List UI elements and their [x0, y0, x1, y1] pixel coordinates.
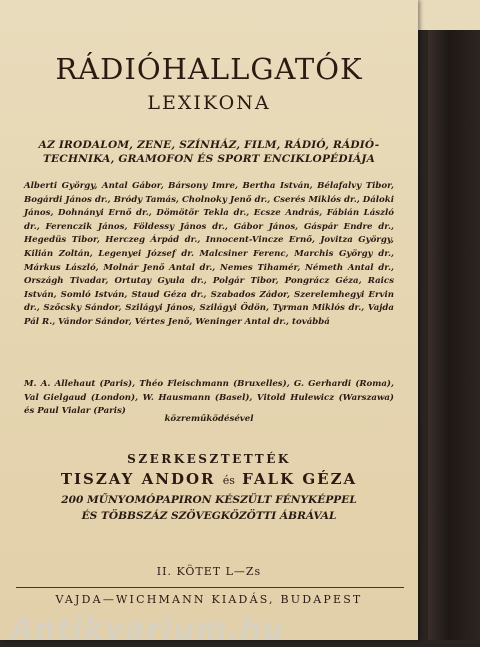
encyclopedia-description	[24, 138, 394, 166]
editor-name-2: FALK GÉZA	[242, 470, 358, 488]
contributors-hungarian: Alberti György, Antal Gábor, Bársony Imre, Bertha István, Bélafalvy Tibor, Bogárdi János dr., Bródy Tamás, Cholnoky Jenő dr., Cserés Miklós dr., Dáloki János, Dohnányi Ernő dr., Dömötör Tekla dr., Ecsze András, Fábián László dr., Ferenczik János, Földessy János dr., Gábor János, Gáspár Endre dr., Hegedüs Tibor, Herczeg Árpád dr., Innocent-Vincze Ernő, Jovitza György, Kilián Zoltán, Legenyei József dr. Malcsiner Ferenc, Marchis György dr., Márkus László, Molnár Jenő Antal dr., Nemes Tihamér, Németh Antal dr., Országh Tivadar, Ortutay Gyula dr., Polgár Tibor, Pongrácz Géza, Raics István, Somló István, Staud Géza dr., Szabados Zádor, Szerelemhegyi Ervin dr., Szőcsky Sándor, Szilágyi János, Szilágyi Ödön, Tyrman Miklós dr., Vajda Pál R., Vándor Sándor, Vértes Jenő, Weninger Antal dr., továbbá	[24, 181, 394, 327]
illustrations-line-1: 200 MŰNYOMÓPAPIRON KÉSZÜLT FÉNYKÉPPEL	[61, 494, 357, 506]
edited-by-label: SZERKESZTETTÉK	[127, 452, 291, 466]
book-cover-edge	[428, 30, 480, 640]
publisher-line: VAJDA—WICHMANN KIADÁS, BUDAPEST	[55, 593, 363, 606]
divider-rule	[16, 587, 404, 588]
collaboration-note: közreműködésével	[164, 414, 254, 424]
editors-line	[0, 470, 418, 488]
encyclopedia-line-1: AZ IRODALOM, ZENE, SZÍNHÁZ, FILM, RÁDIÓ, RÁDIÓ-	[38, 139, 380, 151]
volume-label: II. KÖTET L—Zs	[156, 565, 262, 578]
watermark-logo: Antikvarium.hu	[10, 612, 285, 647]
book-title: RÁDIÓHALLGATÓK	[55, 52, 363, 86]
book-subtitle: LEXIKONA	[147, 92, 271, 114]
contributors-foreign: M. A. Allehaut (Paris), Théo Fleischmann (Bruxelles), G. Gerhardi (Roma), Val Gielgaud (London), W. Hausmann (Basel), Vitold Hulewicz (Warszawa) és Paul Vialar (Paris)	[24, 379, 394, 417]
encyclopedia-line-2: TECHNIKA, GRAMOFON ÉS SPORT ENCIKLOPÉDIÁJA	[42, 153, 376, 165]
editor-conjunction: és	[222, 474, 235, 487]
editor-name-1: TISZAY ANDOR	[60, 470, 216, 488]
illustrations-line-2: ÉS TÖBBSZÁZ SZÖVEGKÖZÖTTI ÁBRÁVAL	[81, 510, 337, 522]
illustrations-note	[20, 492, 398, 524]
